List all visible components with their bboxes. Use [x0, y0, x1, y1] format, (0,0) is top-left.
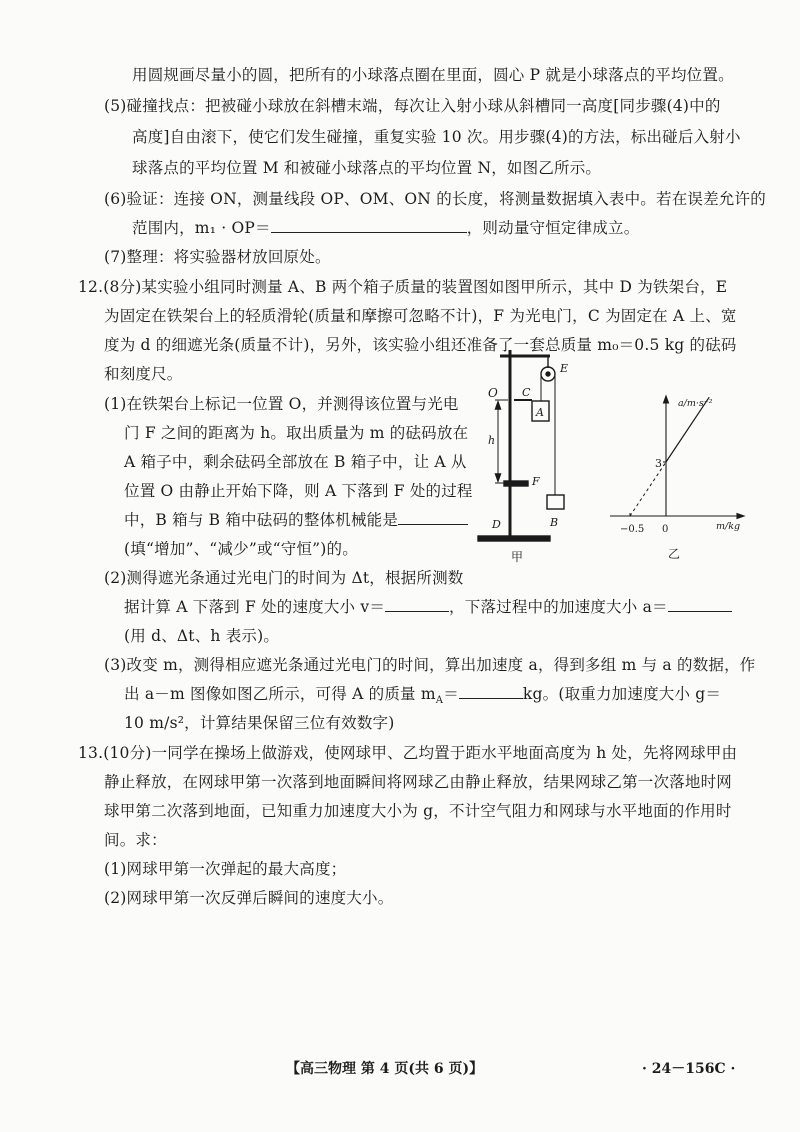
label-e: E — [560, 362, 569, 375]
caption-jia: 甲 — [511, 550, 524, 564]
photogate-f — [504, 481, 528, 486]
q12-part1-fill-line — [124, 509, 468, 531]
q12-part3-prefix: 出 a－m 图像如图乙所示，可得 A 的质量 m — [124, 685, 436, 703]
q13-stem-line: 间。求： — [104, 831, 167, 849]
answer-blank[interactable] — [385, 610, 449, 612]
q12-stem-line: 度为 d 的细遮光条(质量不计)，另外，该实验小组还准备了一套总质量 m₀＝0.5 kg 的砝码 — [104, 336, 737, 354]
q12-part2-fill-line — [124, 596, 732, 618]
q12-part2-line: (2)测得遮光条通过光电门的时间为 Δt，根据所测数 — [104, 569, 464, 587]
answer-blank[interactable] — [668, 610, 732, 612]
q11-step6-fill-line — [132, 217, 639, 239]
label-f: F — [532, 475, 540, 488]
q13-stem-line: 13.(10分)一同学在操场上做游戏，使网球甲、乙均置于距水平地面高度为 h 处，先将网球甲由 — [78, 744, 738, 762]
answer-blank[interactable] — [459, 697, 523, 699]
q12-part1-prefix: 中，B 箱与 B 箱中砝码的整体机械能是 — [124, 511, 399, 529]
dashed-extension-line — [630, 462, 666, 516]
q11-text-line: 用圆规画尽量小的圆，把所有的小球落点圈在里面，圆心 P 就是小球落点的平均位置。 — [132, 66, 734, 84]
q11-step5-line: 高度]自由滚下，使它们发生碰撞，重复实验 10 次。用步骤(4)的方法，标出碰后入射小 — [132, 128, 741, 146]
label-o: O — [488, 386, 498, 400]
q12-part3-equals: ＝ — [443, 685, 459, 703]
q12-part1-line: (填“增加”、“减少”或“守恒”)的。 — [124, 540, 358, 558]
q11-step6-prefix: 范围内，m₁ · OP＝ — [132, 219, 271, 237]
q11-step7-line: (7)整理：将实验器材放回原处。 — [104, 248, 331, 266]
answer-blank[interactable] — [398, 523, 468, 525]
q13-subquestion-1: (1)网球甲第一次弹起的最大高度； — [104, 860, 347, 878]
caption-yi: 乙 — [668, 547, 681, 561]
q12-stem-line: 为固定在铁架台上的轻质滑轮(质量和摩擦可忽略不计)，F 为光电门，C 为固定在 A 上、宽 — [104, 307, 737, 325]
apparatus-diagram — [470, 340, 600, 565]
origin-label: 0 — [662, 524, 669, 535]
footer-code: · 24－156C · — [642, 1061, 736, 1077]
answer-blank[interactable] — [271, 231, 467, 233]
q12-part3-fill-line — [124, 683, 721, 712]
q12-part3-subscript: A — [435, 695, 444, 707]
q12-stem-line: 12.(8分)某实验小组同时测量 A、B 两个箱子质量的装置图如图甲所示，其中 D 为铁架台，E — [78, 278, 728, 296]
q12-part1-line: 位置 O 由静止开始下降，则 A 下落到 F 处的过程 — [124, 482, 473, 500]
label-h: h — [488, 434, 496, 447]
label-b: B — [550, 516, 559, 529]
q13-stem-line: 球甲第二次落到地面，已知重力加速度大小为 g，不计空气阻力和网球与水平地面的作用时 — [104, 802, 732, 820]
q11-step6-line: (6)验证：连接 ON，测量线段 OP、OM、ON 的长度，将测量数据填入表中。若在误差允许的 — [104, 190, 766, 208]
label-d: D — [492, 518, 501, 531]
a-m-graph — [606, 392, 756, 562]
y-axis-arrow — [664, 396, 669, 403]
q12-part1-line: (1)在铁架台上标记一位置 O，并测得该位置与光电 — [104, 395, 459, 413]
q12-part2-line: (用 d、Δt、h 表示)。 — [124, 627, 280, 645]
x-axis-label: m/kg — [716, 521, 741, 532]
box-b — [547, 495, 564, 509]
q12-part1-line: A 箱子中，剩余砝码全部放在 B 箱子中，让 A 从 — [124, 453, 467, 471]
label-c: C — [522, 386, 531, 399]
q13-subquestion-2: (2)网球甲第一次反弹后瞬间的速度大小。 — [104, 889, 394, 907]
x-tick-label-neg: −0.5 — [620, 524, 645, 535]
q12-stem-line: 和刻度尺。 — [104, 365, 183, 383]
q12-part2-mid: ，下落过程中的加速度大小 a＝ — [449, 598, 668, 616]
footer-page-info: 【高三物理 第 4 页(共 6 页)】 — [286, 1061, 484, 1077]
q11-step5-line: (5)碰撞找点：把被碰小球放在斜槽末端，每次让入射小球从斜槽同一高度[同步骤(4)中的 — [104, 97, 721, 115]
y-axis-label: a/m·s⁻² — [678, 398, 713, 409]
label-a: A — [536, 406, 544, 419]
x-axis-arrow — [737, 514, 744, 519]
q12-part3-line: (3)改变 m，测得相应遮光条通过光电门的时间，算出加速度 a，得到多组 m 与 a 的数据，作 — [104, 656, 756, 674]
q13-stem-line: 静止释放，在网球甲第一次落到地面瞬间将网球乙由静止释放，结果网球乙第一次落地时网 — [104, 773, 733, 791]
q12-part3-line: 10 m/s²，计算结果保留三位有效数字) — [124, 714, 395, 732]
stand-base — [478, 536, 550, 541]
q12-part2-prefix: 据计算 A 下落到 F 处的速度大小 v＝ — [124, 598, 386, 616]
q11-step6-suffix: ，则动量守恒定律成立。 — [466, 219, 640, 237]
q12-part3-suffix: kg。(取重力加速度大小 g＝ — [522, 685, 722, 703]
q12-part1-line: 门 F 之间的距离为 h。取出质量为 m 的砝码放在 — [124, 424, 469, 442]
y-tick-label: 3 — [655, 457, 662, 470]
q11-step5-line: 球落点的平均位置 M 和被碰小球落点的平均位置 N，如图乙所示。 — [132, 159, 602, 177]
